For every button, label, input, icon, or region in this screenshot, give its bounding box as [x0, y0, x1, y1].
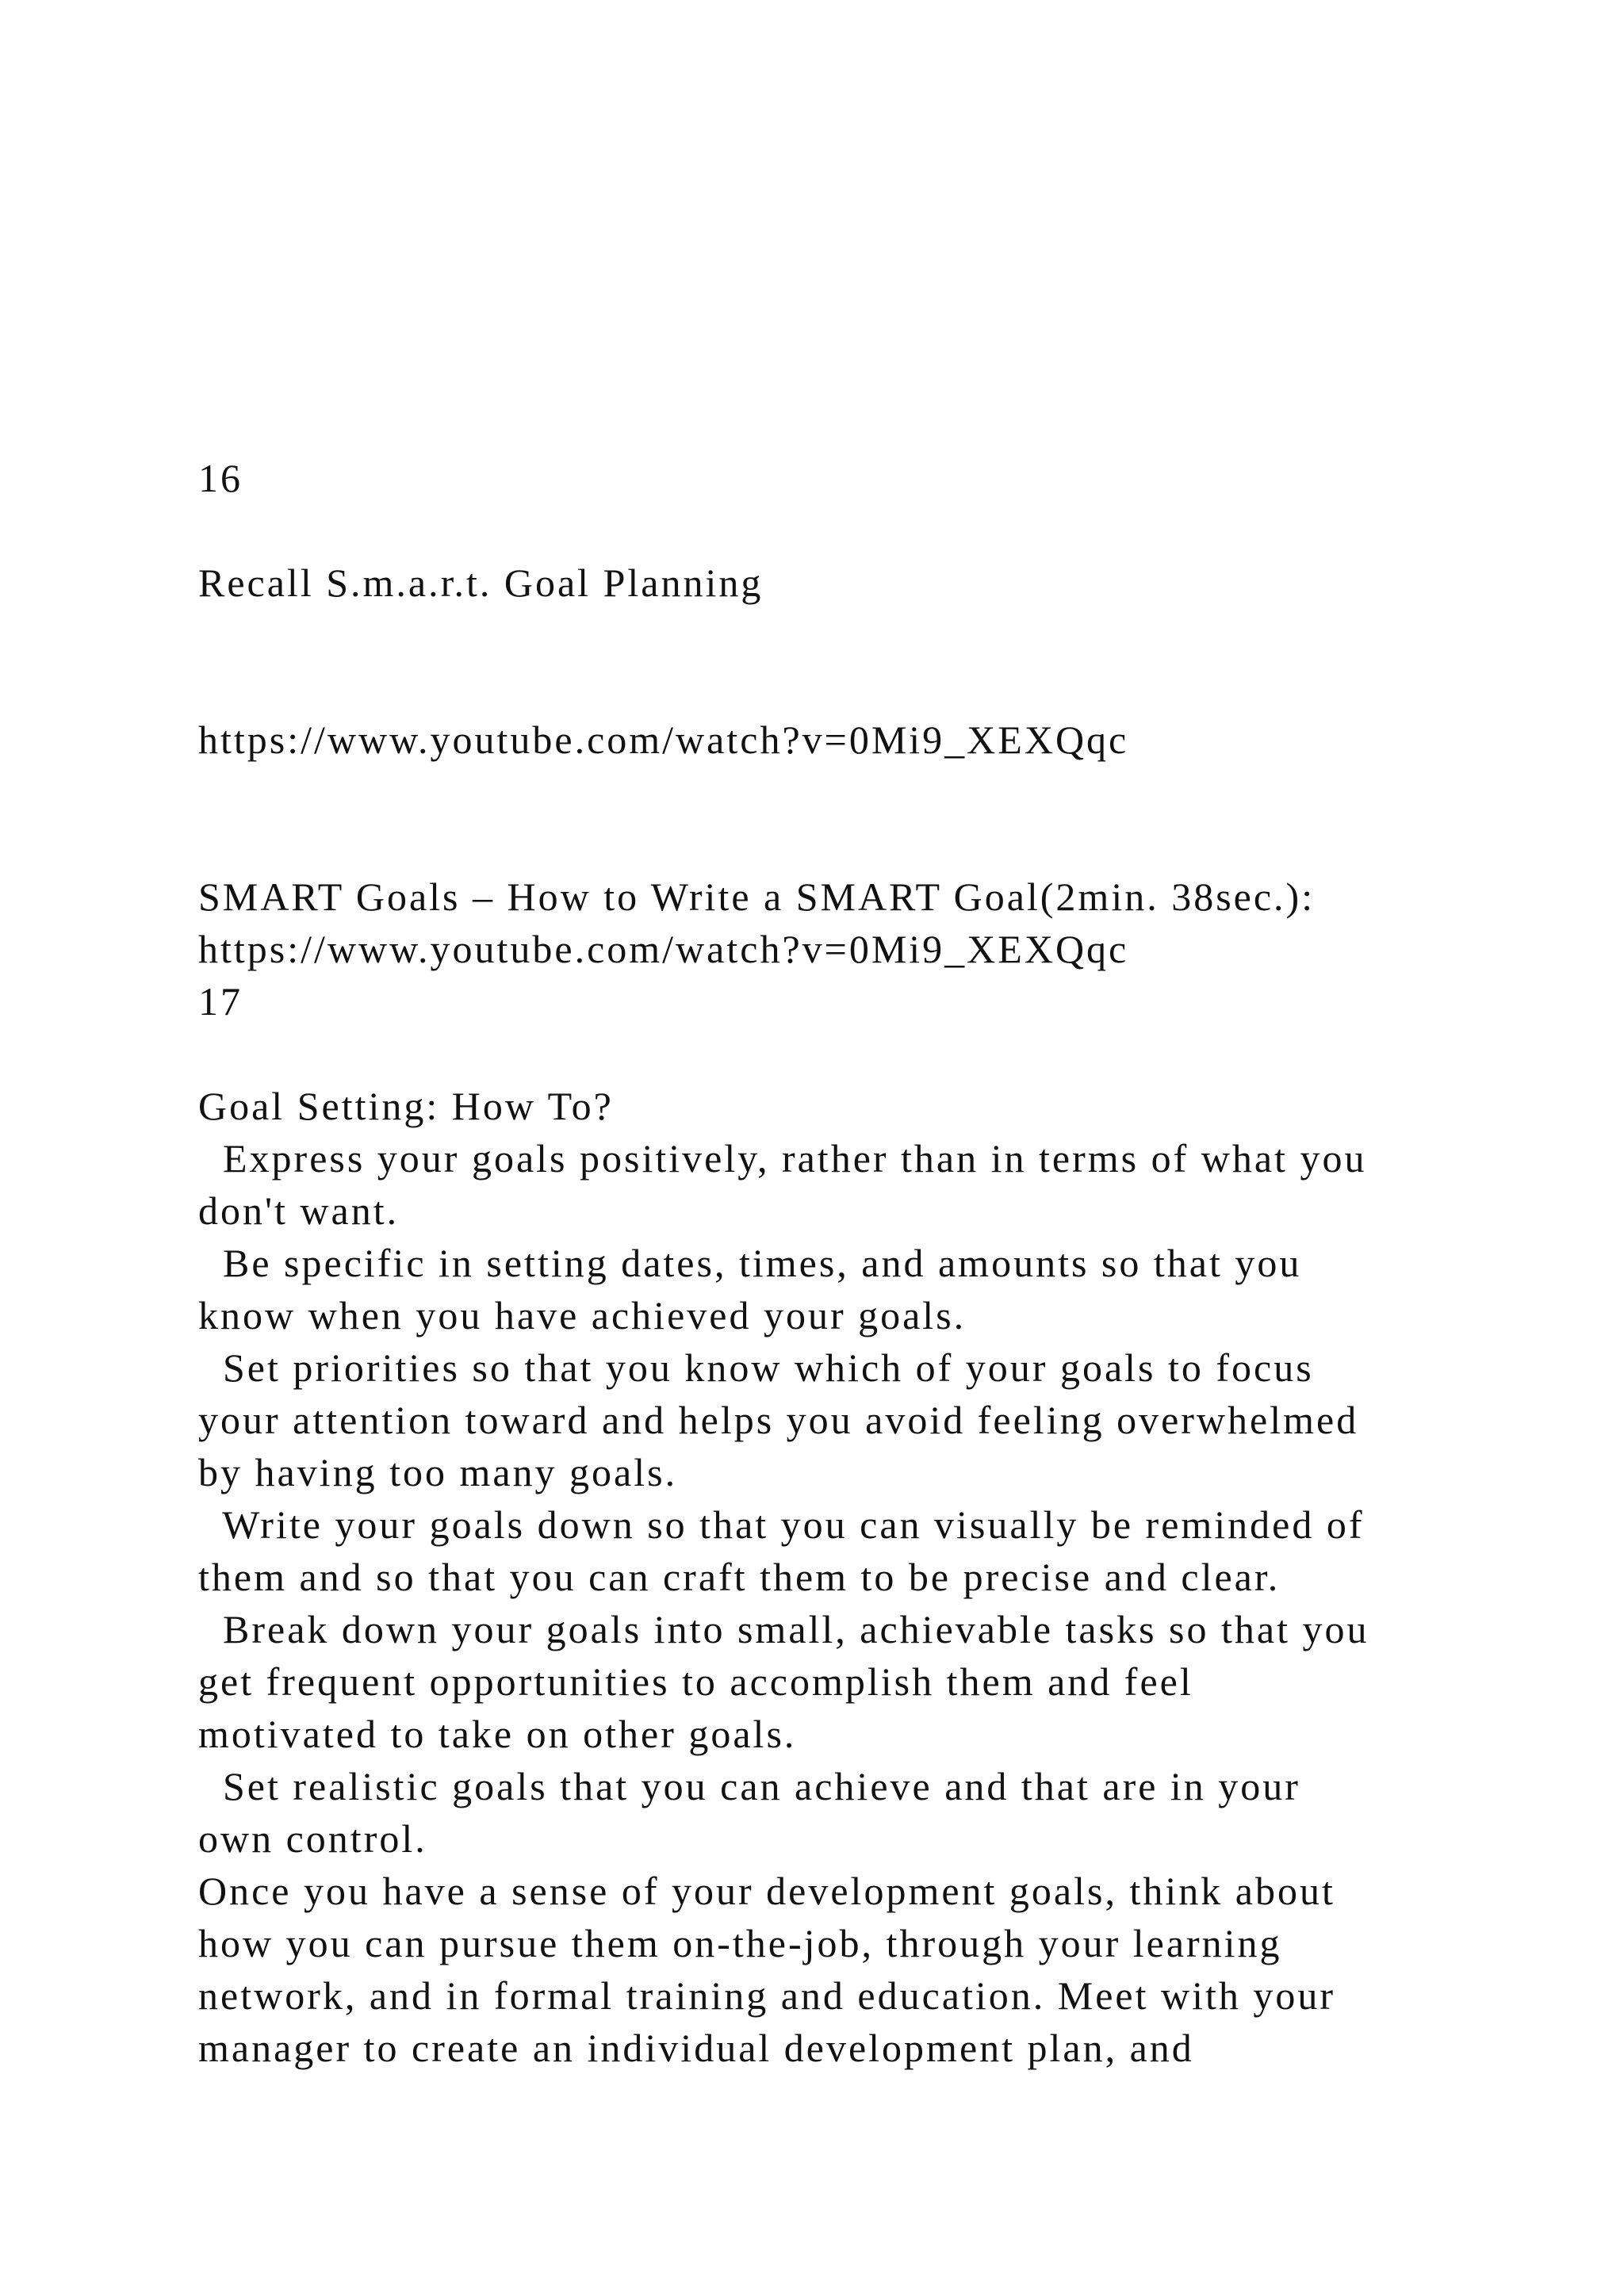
- slide-title-16: Recall S.m.a.r.t. Goal Planning: [198, 561, 764, 605]
- slide-number-16: 16: [198, 456, 243, 500]
- spacer: [198, 661, 1546, 714]
- spacer: [198, 609, 1546, 661]
- slide-number-17: 17: [198, 979, 243, 1024]
- body-line: know when you have achieved your goals.: [198, 1293, 967, 1337]
- body-line: Be specific in setting dates, times, and amounts so that you: [198, 1241, 1302, 1285]
- body-line: Express your goals positively, rather than in terms of what you: [198, 1136, 1367, 1181]
- body-line: manager to create an individual development plan, and: [198, 2026, 1194, 2070]
- body-line: network, and in formal training and education. Meet with your: [198, 1973, 1336, 2018]
- body-line: Once you have a sense of your development goals, think about: [198, 1869, 1335, 1913]
- body-line: them and so that you can craft them to be precise and clear.: [198, 1555, 1281, 1599]
- body-line: don't want.: [198, 1188, 400, 1233]
- video-note-line-1: SMART Goals – How to Write a SMART Goal(2min. 38sec.):: [198, 874, 1316, 919]
- video-link[interactable]: https://www.youtube.com/watch?v=0Mi9_XEXQqc: [198, 718, 1129, 762]
- spacer: [198, 818, 1546, 871]
- video-note-link[interactable]: https://www.youtube.com/watch?v=0Mi9_XEXQqc: [198, 927, 1129, 971]
- body-line: motivated to take on other goals.: [198, 1712, 797, 1756]
- body-line: by having too many goals.: [198, 1450, 678, 1494]
- body-line: own control.: [198, 1816, 427, 1861]
- body-line: how you can pursue them on-the-job, through your learning: [198, 1921, 1282, 1965]
- body-line: your attention toward and helps you avoid feeling overwhelmed: [198, 1398, 1359, 1442]
- spacer: [198, 504, 1546, 557]
- spacer: [198, 1027, 1546, 1080]
- body-line: get frequent opportunities to accomplish them and feel: [198, 1659, 1193, 1704]
- spacer: [198, 766, 1546, 818]
- body-line: Set priorities so that you know which of your goals to focus: [198, 1345, 1314, 1390]
- slide-title-17: Goal Setting: How To?: [198, 1084, 614, 1128]
- document-body: [198, 452, 1546, 2074]
- body-line: Set realistic goals that you can achieve and that are in your: [198, 1764, 1300, 1808]
- body-line: Break down your goals into small, achievable tasks so that you: [198, 1607, 1369, 1651]
- body-line: Write your goals down so that you can visually be reminded of: [198, 1502, 1365, 1547]
